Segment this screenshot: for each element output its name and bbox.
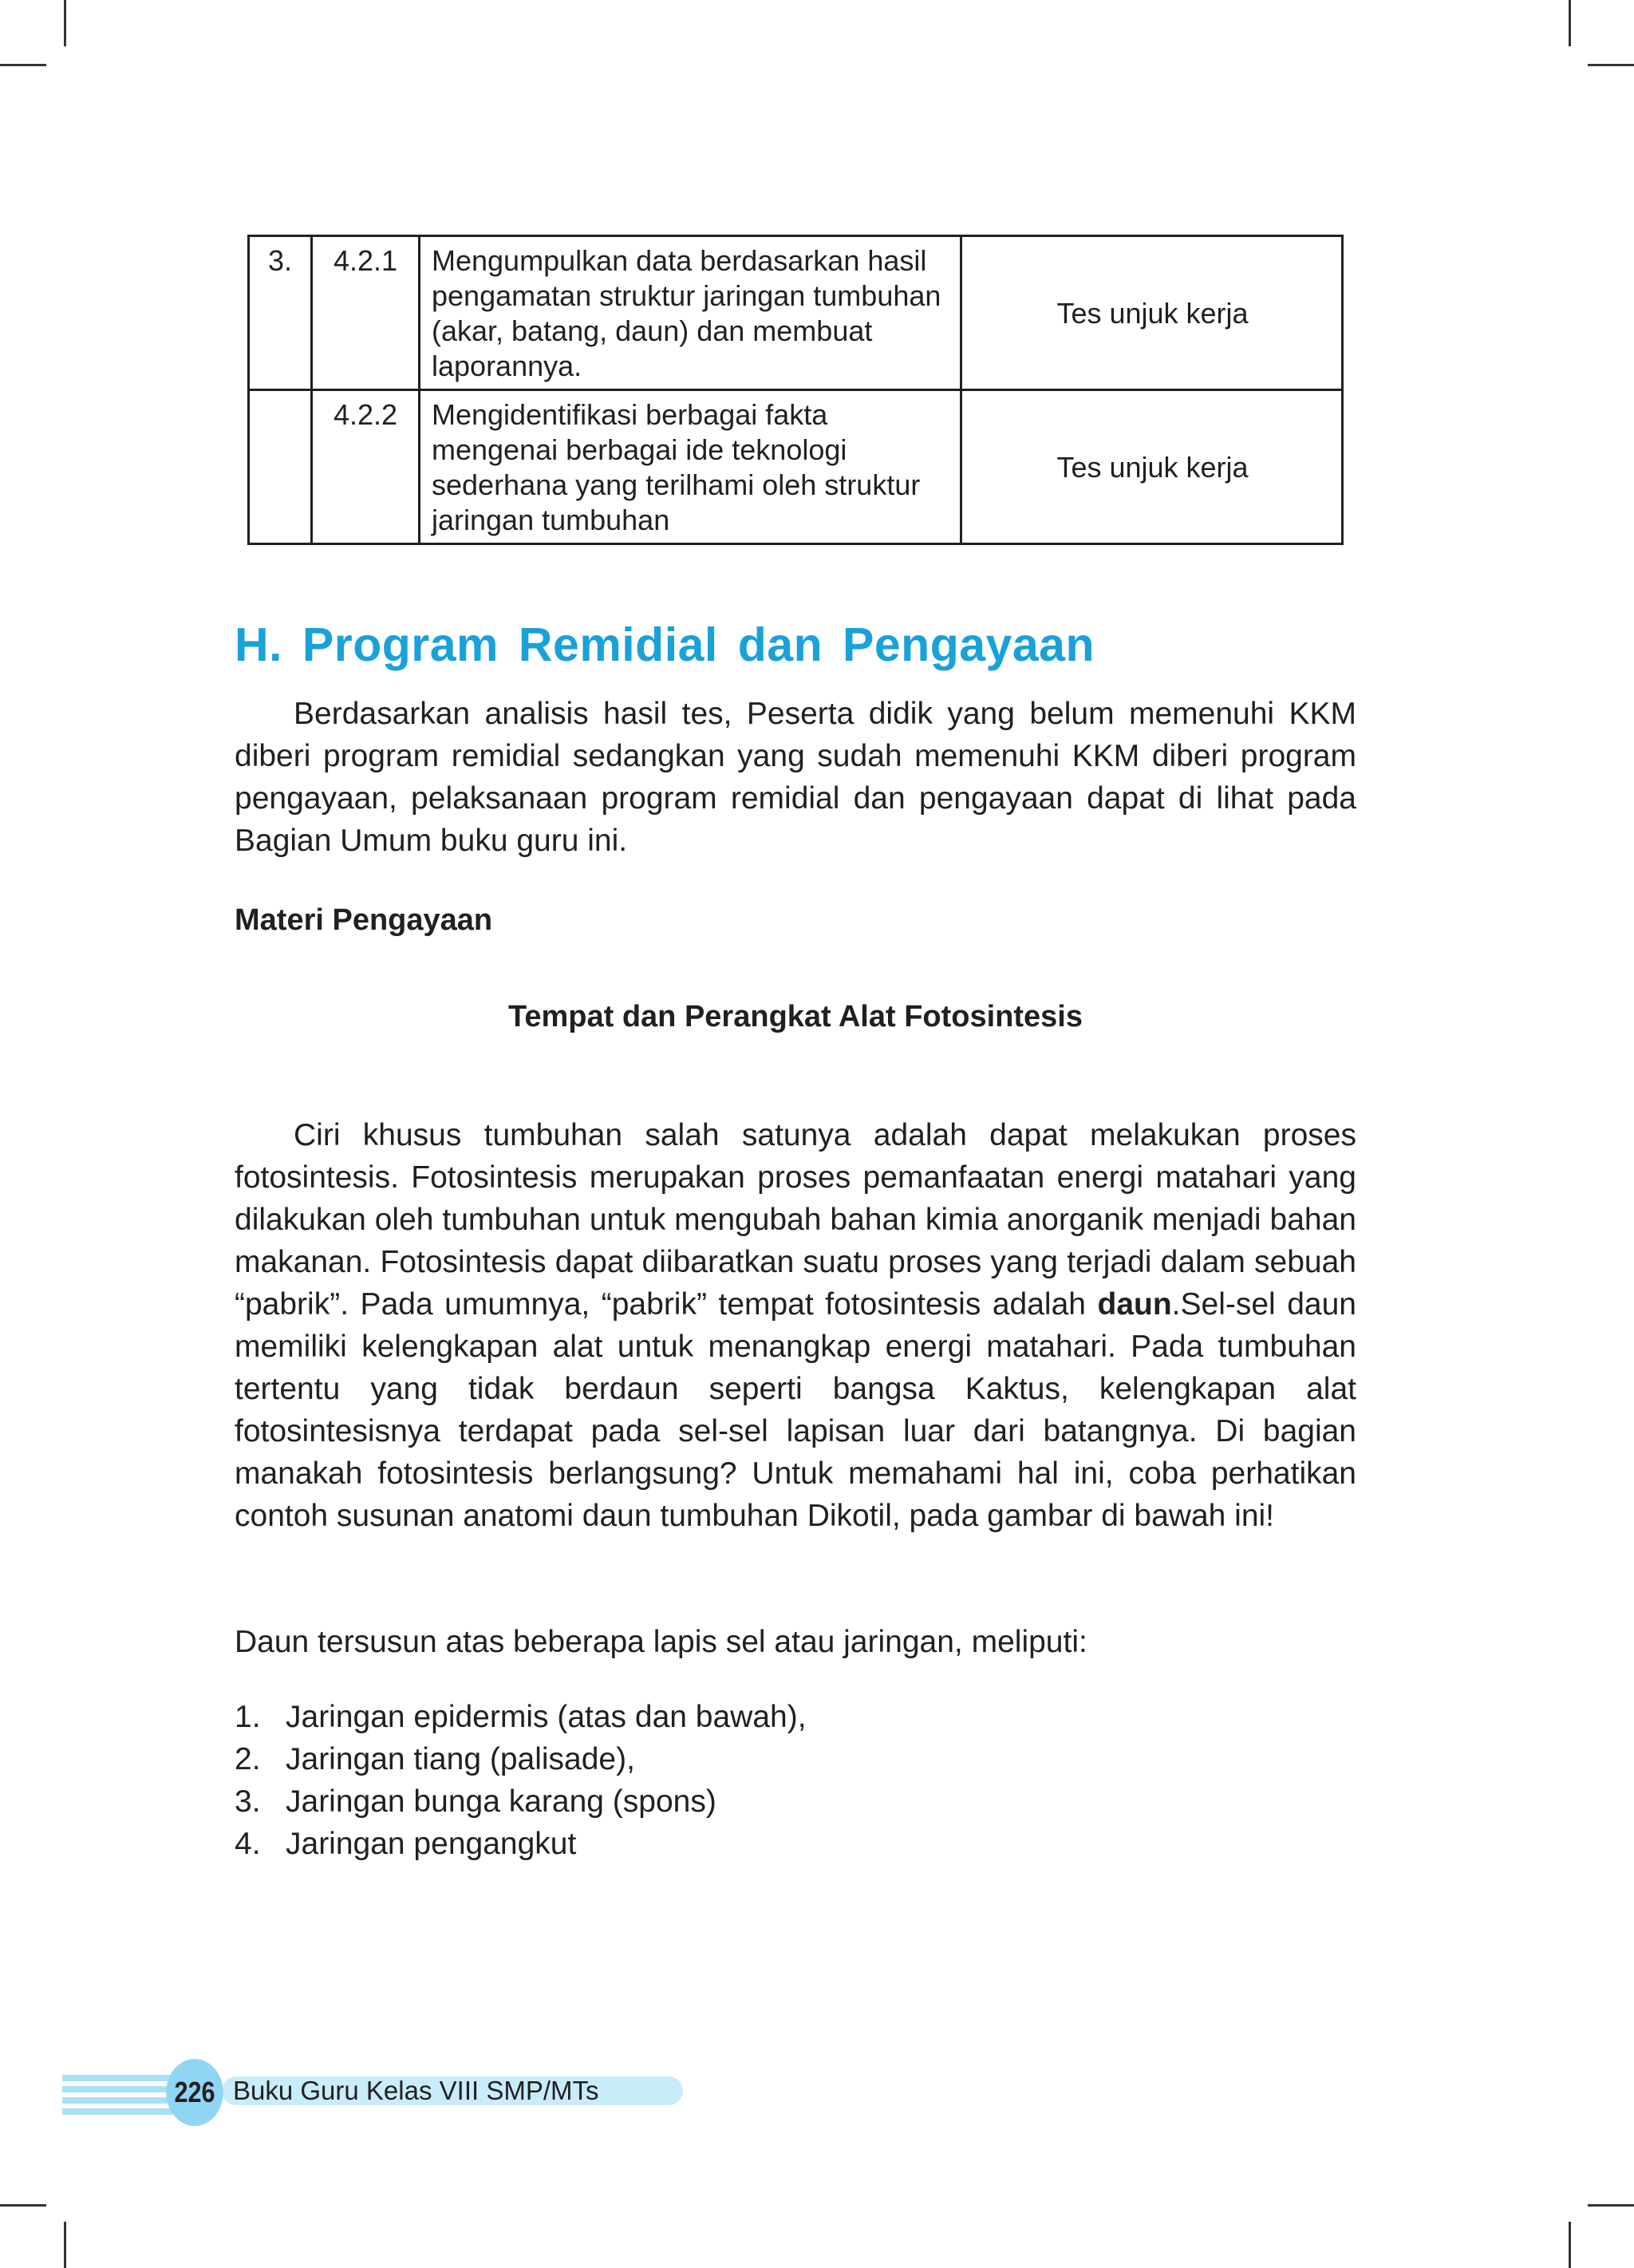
list-intro: Daun tersusun atas beberapa lapis sel atau jaringan, meliputi:: [235, 1625, 1087, 1659]
assessment-table: [247, 235, 1344, 545]
body-bold-term: daun: [1097, 1287, 1172, 1322]
page-number: 226: [166, 2059, 223, 2126]
list-item: [235, 1780, 807, 1823]
page-footer: [62, 2053, 621, 2124]
intro-paragraph: Berdasarkan analisis hasil tes, Peserta didik yang belum memenuhi KKM diberi program remidial sedangkan yang sudah memenuhi KKM diberi program pengayaan, pelaksanaan program remidial dan pengayaan dapat di lihat pada Bagian Umum buku guru ini.: [235, 697, 1356, 858]
footer-stripe: [62, 2075, 174, 2081]
assessment-technique: Tes unjuk kerja: [961, 236, 1343, 390]
assessment-technique: Tes unjuk kerja: [961, 390, 1343, 544]
body-paragraph: [235, 1114, 1356, 1537]
list-text: Jaringan epidermis (atas dan bawah),: [286, 1700, 807, 1734]
competency-code: 4.2.1: [312, 236, 420, 390]
section-heading: H. Program Remidial dan Pengayaan: [235, 618, 1095, 671]
list-number: 4.: [235, 1827, 261, 1861]
list-item: [235, 1823, 807, 1865]
tissue-list: [235, 1696, 807, 1865]
list-item: [235, 1738, 807, 1780]
indicator-description: Mengumpulkan data berdasarkan hasil pengamatan struktur jaringan tumbuhan (akar, batang, daun) dan membuat laporannya.: [420, 236, 961, 390]
article-title: Tempat dan Perangkat Alat Fotosintesis: [507, 1000, 1083, 1033]
crop-mark: [0, 64, 46, 66]
competency-code: 4.2.2: [312, 390, 420, 544]
crop-mark: [1588, 2204, 1634, 2207]
list-text: Jaringan bunga karang (spons): [286, 1784, 716, 1819]
subheading: Materi Pengayaan: [235, 903, 493, 937]
row-number: 3.: [249, 236, 312, 390]
body-text: Ciri khusus tumbuhan salah satunya adalah dapat melakukan proses fotosintesis. Fotosintesis merupakan proses pemanfaatan energi matahari yang dilakukan oleh tumbuhan untuk mengubah bahan kimia anorganik menjadi bahan makanan. Fotosintesis dapat diibaratkan suatu proses yang terjadi dalam sebuah “pabrik”. Pada umumnya, “pabrik” tempat fotosintesis adalah: [235, 1118, 1356, 1322]
crop-mark: [1588, 64, 1634, 66]
indicator-description: Mengidentifikasi berbagai fakta mengenai berbagai ide teknologi sederhana yang terilhami oleh struktur jaringan tumbuhan: [420, 390, 961, 544]
crop-mark: [0, 2204, 46, 2207]
crop-mark: [64, 0, 66, 46]
book-title: Buku Guru Kelas VIII SMP/MTs: [233, 2076, 599, 2105]
table-row: [249, 390, 1343, 544]
list-text: Jaringan tiang (palisade),: [286, 1742, 635, 1776]
list-text: Jaringan pengangkut: [286, 1827, 577, 1861]
crop-mark: [1569, 0, 1571, 46]
body-text: .Sel-sel daun memiliki kelengkapan alat untuk menangkap energi matahari. Pada tumbuhan tertentu yang tidak berdaun seperti bangsa Kaktus, kelengkapan alat fotosintesisnya terdapat pada sel-sel lapisan luar dari batangnya. Di bagian manakah fotosintesis berlangsung? Untuk memahami hal ini, coba perhatikan contoh susunan anatomi daun tumbuhan Dikotil, pada gambar di bawah ini!: [235, 1287, 1357, 1533]
footer-stripe: [62, 2097, 174, 2104]
list-number: 1.: [235, 1700, 261, 1734]
crop-mark: [1569, 2222, 1571, 2268]
list-number: 3.: [235, 1784, 261, 1819]
footer-stripe: [62, 2108, 174, 2115]
footer-stripe: [62, 2086, 174, 2092]
row-number: [249, 390, 312, 544]
table-row: [249, 236, 1343, 390]
crop-mark: [64, 2222, 66, 2268]
list-item: [235, 1696, 807, 1738]
list-number: 2.: [235, 1742, 261, 1776]
